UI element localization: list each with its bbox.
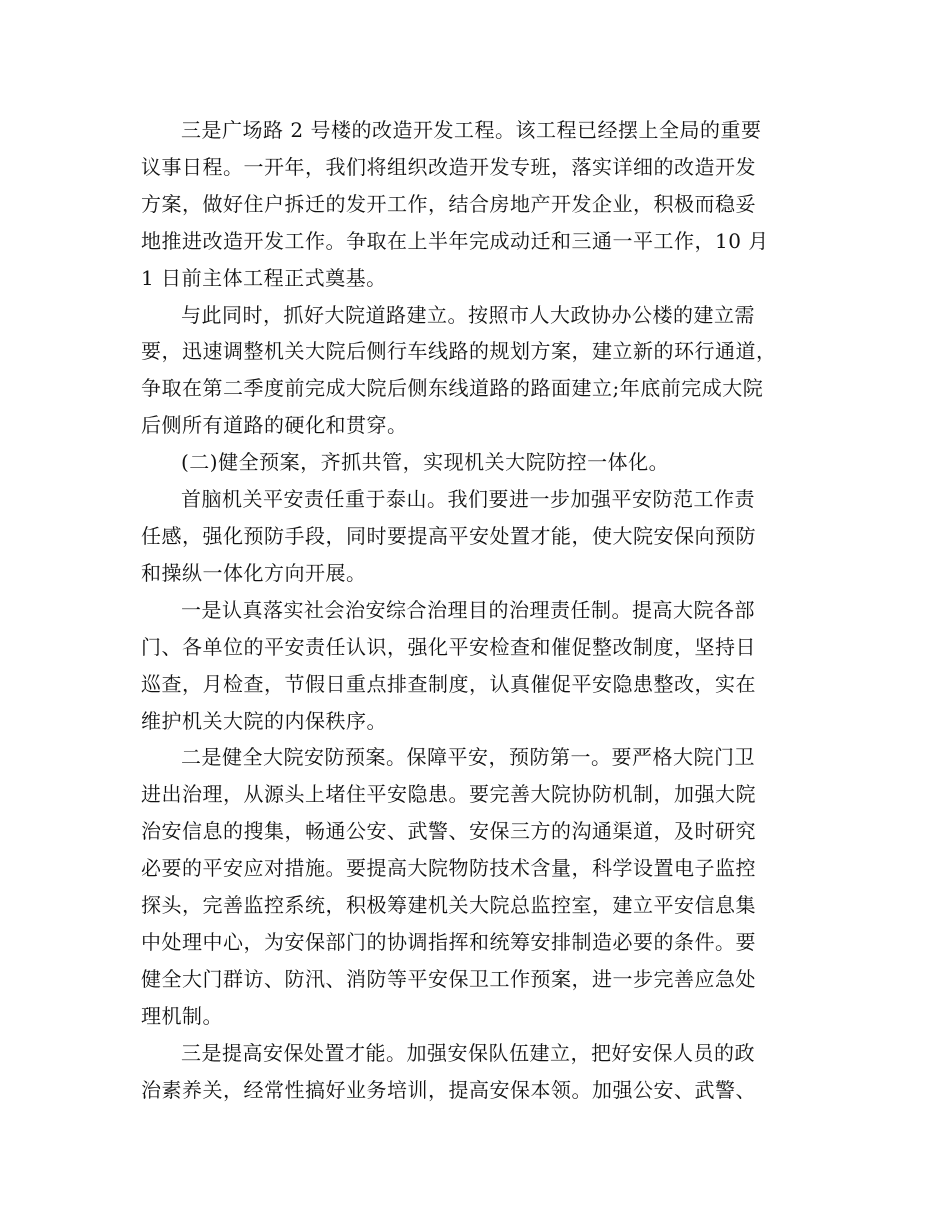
text-line: 议事日程。一开年，我们将组织改造开发专班，落实详细的改造开发 [141, 154, 756, 179]
text-line: 争取在第二季度前完成大院后侧东线道路的路面建立;年底前完成大院 [141, 376, 764, 401]
text-line: 理机制。 [141, 1003, 223, 1028]
text-line: 首脑机关平安责任重于泰山。我们要进一步加强平安防范工作责 [181, 487, 755, 512]
text-line: 1 日前主体工程正式奠基。 [141, 265, 387, 290]
text-line: 要，迅速调整机关大院后侧行车线路的规划方案，建立新的环行通道， [141, 339, 777, 364]
paragraph [141, 297, 821, 445]
text-line: 探头，完善监控系统，积极筹建机关大院总监控室，建立平安信息集 [141, 893, 756, 918]
text-line: 门、各单位的平安责任认识，强化平安检查和催促整改制度，坚持日 [141, 634, 756, 659]
text-line: 三是广场路 2 号楼的改造开发工程。该工程已经摆上全局的重要 [181, 118, 762, 142]
paragraph [141, 112, 821, 297]
document-body [141, 112, 821, 1108]
text-line: 和操纵一体化方向开展。 [141, 560, 367, 585]
text-line: 一是认真落实社会治安综合治理目的治理责任制。提高大院各部 [181, 597, 755, 622]
text-line: 与此同时，抓好大院道路建立。按照市人大政协办公楼的建立需 [181, 302, 755, 327]
text-line: 维护机关大院的内保秩序。 [141, 708, 387, 733]
text-line: 巡查，月检查，节假日重点排查制度，认真催促平安隐患整改，实在 [141, 671, 756, 696]
paragraph [141, 481, 821, 592]
text-line: 三是提高安保处置才能。加强安保队伍建立，把好安保人员的政 [181, 1040, 755, 1065]
text-line: (二)健全预案，齐抓共管，实现机关大院防控一体化。 [181, 450, 670, 475]
text-line: 进出治理，从源头上堵住平安隐患。要完善大院协防机制，加强大院 [141, 782, 756, 807]
text-line: 二是健全大院安防预案。保障平安，预防第一。要严格大院门卫 [181, 745, 755, 770]
text-line: 健全大门群访、防汛、消防等平安保卫工作预案，进一步完善应急处 [141, 966, 756, 991]
text-line: 任感，强化预防手段，同时要提高平安处置才能，使大院安保向预防 [141, 523, 756, 548]
text-line: 必要的平安应对措施。要提高大院物防技术含量，科学设置电子监控 [141, 856, 756, 881]
paragraph [141, 1035, 821, 1109]
text-line: 后侧所有道路的硬化和贯穿。 [141, 413, 408, 438]
text-line: 治素养关，经常性搞好业务培训，提高安保本领。加强公安、武警、 [141, 1077, 756, 1102]
paragraph [141, 592, 821, 740]
paragraph [141, 739, 821, 1034]
text-line: 中处理中心，为安保部门的协调指挥和统筹安排制造必要的条件。要 [141, 929, 756, 954]
section-heading [141, 444, 821, 481]
text-line: 治安信息的搜集，畅通公安、武警、安保三方的沟通渠道，及时研究 [141, 819, 756, 844]
text-line: 方案，做好住户拆迁的发开工作，结合房地产开发企业，积极而稳妥 [141, 191, 756, 216]
text-line: 地推进改造开发工作。争取在上半年完成动迁和三通一平工作，10 月 [141, 228, 769, 253]
